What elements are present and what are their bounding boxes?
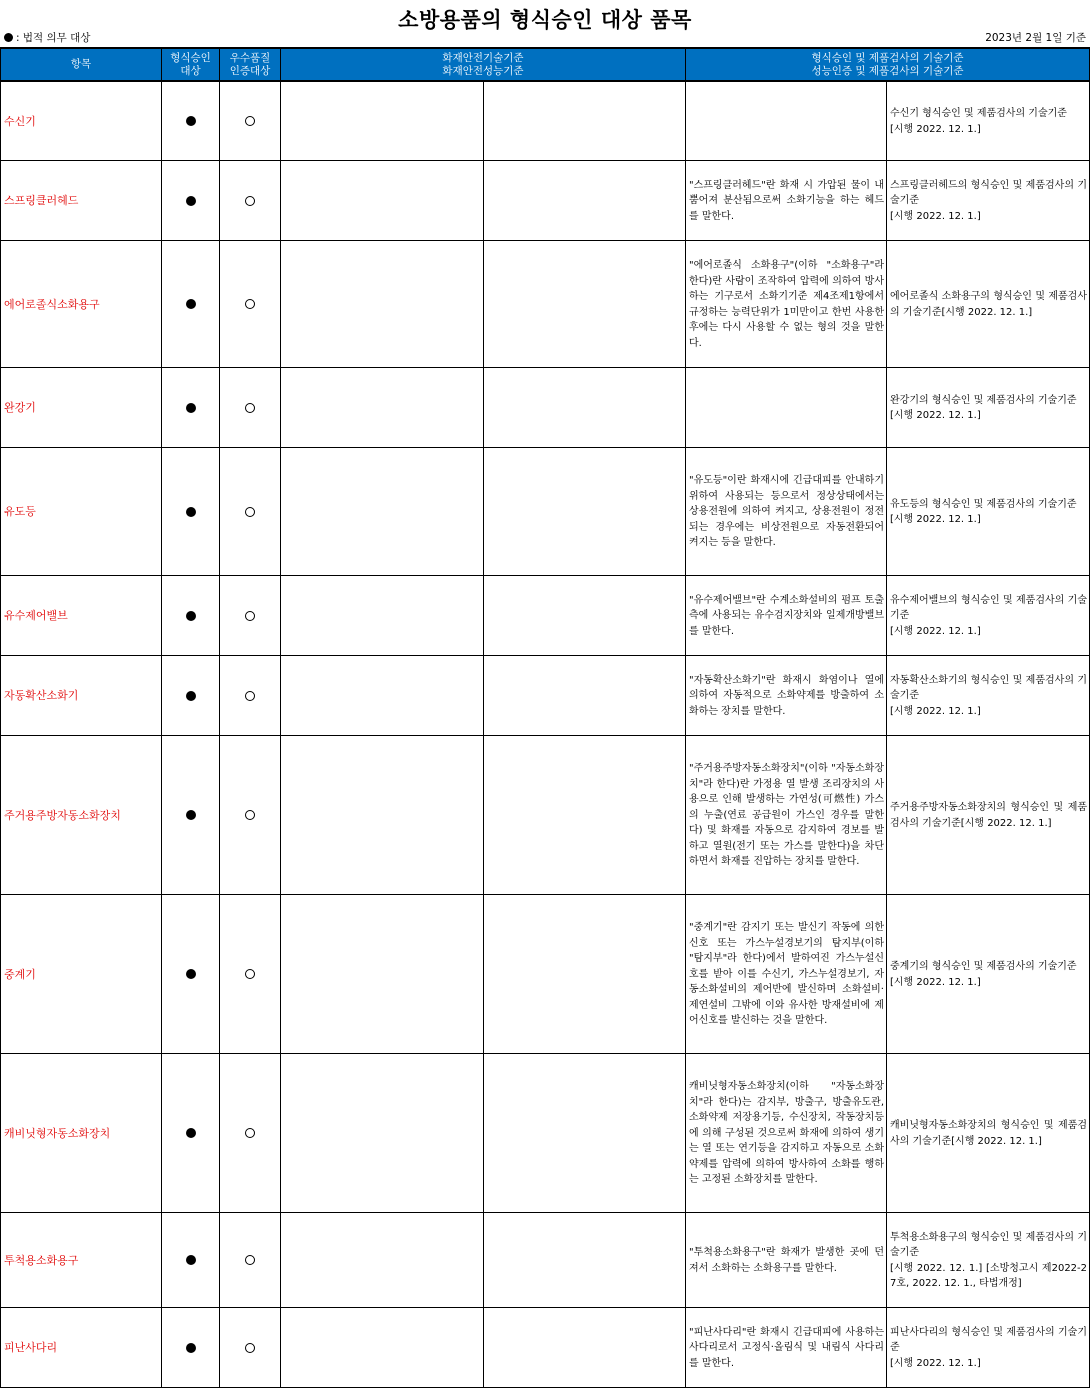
type-approval-cell [162,367,220,447]
filled-circle-icon [186,1255,196,1265]
fire-perf-standard [484,81,686,160]
quality-cert-cell [220,655,281,735]
quality-cert-cell [220,367,281,447]
type-approval-cell [162,81,220,160]
technical-standard-cell [887,1053,1090,1212]
quality-cert-cell [220,81,281,160]
definition-text: "유도등"이란 화재시에 긴급대피를 안내하기 위하여 사용되는 등으로서 정상상태에서는 상용전원에 의하여 켜지고, 상용전원이 정전되는 경우에는 비상전원으로 자동전환되어 켜지는 등을 말한다. [686,447,887,575]
item-name: 투척용소화용구 [1,1212,162,1307]
item-name: 에어로졸식소화용구 [1,240,162,367]
type-approval-cell [162,894,220,1053]
item-name: 자동확산소화기 [1,655,162,735]
hollow-circle-icon [245,810,255,820]
type-approval-cell [162,1212,220,1307]
quality-cert-cell [220,735,281,894]
enforcement-date: [시행 2022. 12. 1.] [890,210,981,222]
fire-tech-standard [281,894,484,1053]
header-quality-cert: 우수품질 인증대상 [220,48,281,81]
filled-circle-icon [186,196,196,206]
standard-name: 완강기의 형식승인 및 제품검사의 기술기준 [890,394,1077,406]
table-header-row [1,48,1090,81]
fire-tech-standard [281,575,484,655]
fire-perf-standard [484,655,686,735]
definition-text [686,367,887,447]
table-row [1,240,1090,367]
item-name: 중계기 [1,894,162,1053]
header-type-approval: 형식승인 대상 [162,48,220,81]
technical-standard-cell [887,575,1090,655]
filled-circle-icon [186,969,196,979]
enforcement-date: [시행 2022. 12. 1.] [890,705,981,717]
technical-standard-cell [887,160,1090,240]
fire-perf-standard [484,160,686,240]
hollow-circle-icon [245,1343,255,1353]
standard-name: 주거용주방자동소화장치의 형식승인 및 제품검사의 기술기준[시행 2022. 12. 1.] [890,802,1088,829]
items-table [0,47,1090,1388]
header-technical-standard: 형식승인 및 제품검사의 기술기준 성능인증 및 제품검사의 기술기준 [686,48,1090,81]
hollow-circle-icon [245,1255,255,1265]
fire-perf-standard [484,735,686,894]
filled-circle-icon [186,1128,196,1138]
item-name: 스프링클러헤드 [1,160,162,240]
enforcement-date: [시행 2022. 12. 1.] [소방청고시 제2022-27호, 2022. 12. 1., 타법개정] [890,1262,1088,1289]
standard-name: 중계기의 형식승인 및 제품검사의 기술기준 [890,961,1077,972]
type-approval-cell [162,1053,220,1212]
table-row [1,81,1090,160]
filled-circle-icon [186,403,196,413]
quality-cert-cell [220,240,281,367]
standard-name: 유수제어밸브의 형식승인 및 제품검사의 기술기준 [890,594,1088,622]
filled-circle-icon [186,810,196,820]
enforcement-date: [시행 2022. 12. 1.] [890,976,981,988]
table-row [1,1053,1090,1212]
enforcement-date: [시행 2022. 12. 1.] [890,625,981,637]
fire-tech-standard [281,1053,484,1212]
enforcement-date: [시행 2022. 12. 1.] [890,1357,981,1369]
quality-cert-cell [220,575,281,655]
quality-cert-cell [220,447,281,575]
filled-circle-icon [186,507,196,517]
item-name: 피난사다리 [1,1307,162,1387]
type-approval-cell [162,160,220,240]
technical-standard-cell [887,1307,1090,1387]
filled-circle-icon [186,611,196,621]
standard-name: 에어로졸식 소화용구의 형식승인 및 제품검사의 기술기준[시행 2022. 12. 1.] [890,291,1088,318]
hollow-circle-icon [245,507,255,517]
filled-circle-icon [186,299,196,309]
type-approval-cell [162,735,220,894]
standard-name: 투척용소화용구의 형식승인 및 제품검사의 기술기준 [890,1231,1088,1258]
enforcement-date: [시행 2022. 12. 1.] [890,123,981,135]
hollow-circle-icon [245,403,255,413]
fire-tech-standard [281,160,484,240]
definition-text: 캐비닛형자동소화장치(이하 "자동소화장치"라 한다)는 감지부, 방출구, 방출유도관, 소화약제 저장용기등, 수신장치, 작동장치등에 의해 구성된 것으로써 화재에 의하여 생기는 열 또는 연기등을 감지하고 자동으로 소화약제를 압력에 의하여 방사하여 소화를 행하는 고정된 소화장치를 말한다. [686,1053,887,1212]
fire-tech-standard [281,240,484,367]
table-row [1,894,1090,1053]
table-row [1,160,1090,240]
type-approval-cell [162,447,220,575]
filled-circle-icon [186,691,196,701]
table-row [1,655,1090,735]
standard-name: 자동확산소화기의 형식승인 및 제품검사의 기술기준 [890,674,1088,702]
standard-name: 스프링클러헤드의 형식승인 및 제품검사의 기술기준 [890,179,1088,207]
table-row [1,1212,1090,1307]
item-name: 유도등 [1,447,162,575]
technical-standard-cell [887,447,1090,575]
item-name: 수신기 [1,81,162,160]
definition-text: "에어로졸식 소화용구"(이하 "소화용구"라 한다)란 사람이 조작하여 압력에 의하여 방사하는 기구로서 소화기기준 제4조제1항에서 규정하는 능력단위가 1미만이고 한번 사용한 후에는 다시 사용할 수 없는 형의 것을 말한다. [686,240,887,367]
definition-text: "중계기"란 감지기 또는 발신기 작동에 의한 신호 또는 가스누설경보기의 탐지부(이하 "탐지부"라 한다)에서 발하여진 가스누설신호를 받아 이를 수신기, 가스누설경보기, 자동소화설비의 제어반에 발신하며 소화설비·제연설비 그밖에 이와 유사한 방재설비에 제어신호를 발신하는 것을 말한다. [686,894,887,1053]
hollow-circle-icon [245,116,255,126]
quality-cert-cell [220,1053,281,1212]
item-name: 주거용주방자동소화장치 [1,735,162,894]
enforcement-date: [시행 2022. 12. 1.] [890,514,981,525]
item-name: 유수제어밸브 [1,575,162,655]
hollow-circle-icon [245,196,255,206]
technical-standard-cell [887,735,1090,894]
fire-tech-standard [281,367,484,447]
definition-text: "피난사다리"란 화재시 긴급대피에 사용하는 사다리로서 고정식·올림식 및 내림식 사다리를 말한다. [686,1307,887,1387]
standard-name: 피난사다리의 형식승인 및 제품검사의 기술기준 [890,1326,1088,1354]
table-row [1,1307,1090,1387]
hollow-circle-icon [245,299,255,309]
fire-perf-standard [484,1053,686,1212]
technical-standard-cell [887,240,1090,367]
header-fire-safety-standard: 화재안전기술기준 화재안전성능기준 [281,48,686,81]
type-approval-cell [162,655,220,735]
table-row [1,735,1090,894]
table-row [1,367,1090,447]
standard-name: 유도등의 형식승인 및 제품검사의 기술기준 [890,498,1077,510]
technical-standard-cell [887,367,1090,447]
date-basis: 2023년 2월 1일 기준 [985,32,1086,44]
table-row [1,447,1090,575]
legend-text: : 법적 의무 대상 [16,32,91,44]
fire-perf-standard [484,894,686,1053]
fire-perf-standard [484,1307,686,1387]
fire-tech-standard [281,1307,484,1387]
technical-standard-cell [887,1212,1090,1307]
item-name: 완강기 [1,367,162,447]
quality-cert-cell [220,160,281,240]
legend [4,30,90,45]
technical-standard-cell [887,81,1090,160]
fire-tech-standard [281,81,484,160]
filled-circle-icon [186,116,196,126]
page-title: 소방용품의 형식승인 대상 품목 [398,8,692,32]
fire-perf-standard [484,575,686,655]
fire-perf-standard [484,240,686,367]
fire-perf-standard [484,367,686,447]
fire-perf-standard [484,447,686,575]
fire-tech-standard [281,655,484,735]
definition-text: "스프링클러헤드"란 화재 시 가압된 물이 내뿜어져 분산됨으로써 소화기능을 하는 헤드를 말한다. [686,160,887,240]
table-row [1,575,1090,655]
quality-cert-cell [220,894,281,1053]
hollow-circle-icon [245,969,255,979]
technical-standard-cell [887,894,1090,1053]
fire-tech-standard [281,447,484,575]
definition-text [686,81,887,160]
definition-text: "투척용소화용구"란 화재가 발생한 곳에 던져서 소화하는 소화용구를 말한다. [686,1212,887,1307]
enforcement-date: [시행 2022. 12. 1.] [890,410,981,421]
quality-cert-cell [220,1212,281,1307]
header-item: 항목 [1,48,162,81]
definition-text: "주거용주방자동소화장치"(이하 "자동소화장치"라 한다)란 가정용 열 발생 조리장치의 사용으로 인해 발생하는 가연성(可燃性) 가스의 누출(연료 공급원이 가스인 경우를 말한다) 및 화재를 자동으로 감지하여 경보를 발하고 열원(전기 또는 가스를 말한다)을 차단하면서 화재를 진압하는 장치를 말한다. [686,735,887,894]
definition-text: "자동확산소화기"란 화재시 화염이나 열에 의하여 자동적으로 소화약제를 방출하여 소화하는 장치를 말한다. [686,655,887,735]
hollow-circle-icon [245,691,255,701]
standard-name: 캐비닛형자동소화장치의 형식승인 및 제품검사의 기술기준[시행 2022. 12. 1.] [890,1120,1088,1147]
filled-circle-icon [186,1343,196,1353]
fire-tech-standard [281,735,484,894]
item-name: 캐비닛형자동소화장치 [1,1053,162,1212]
type-approval-cell [162,240,220,367]
technical-standard-cell [887,655,1090,735]
fire-perf-standard [484,1212,686,1307]
type-approval-cell [162,575,220,655]
hollow-circle-icon [245,1128,255,1138]
definition-text: "유수제어밸브"란 수계소화설비의 펌프 토출측에 사용되는 유수검지장치와 일제개방밸브를 말한다. [686,575,887,655]
fire-tech-standard [281,1212,484,1307]
quality-cert-cell [220,1307,281,1387]
filled-circle-icon [4,33,13,42]
type-approval-cell [162,1307,220,1387]
hollow-circle-icon [245,611,255,621]
standard-name: 수신기 형식승인 및 제품검사의 기술기준 [890,108,1067,120]
